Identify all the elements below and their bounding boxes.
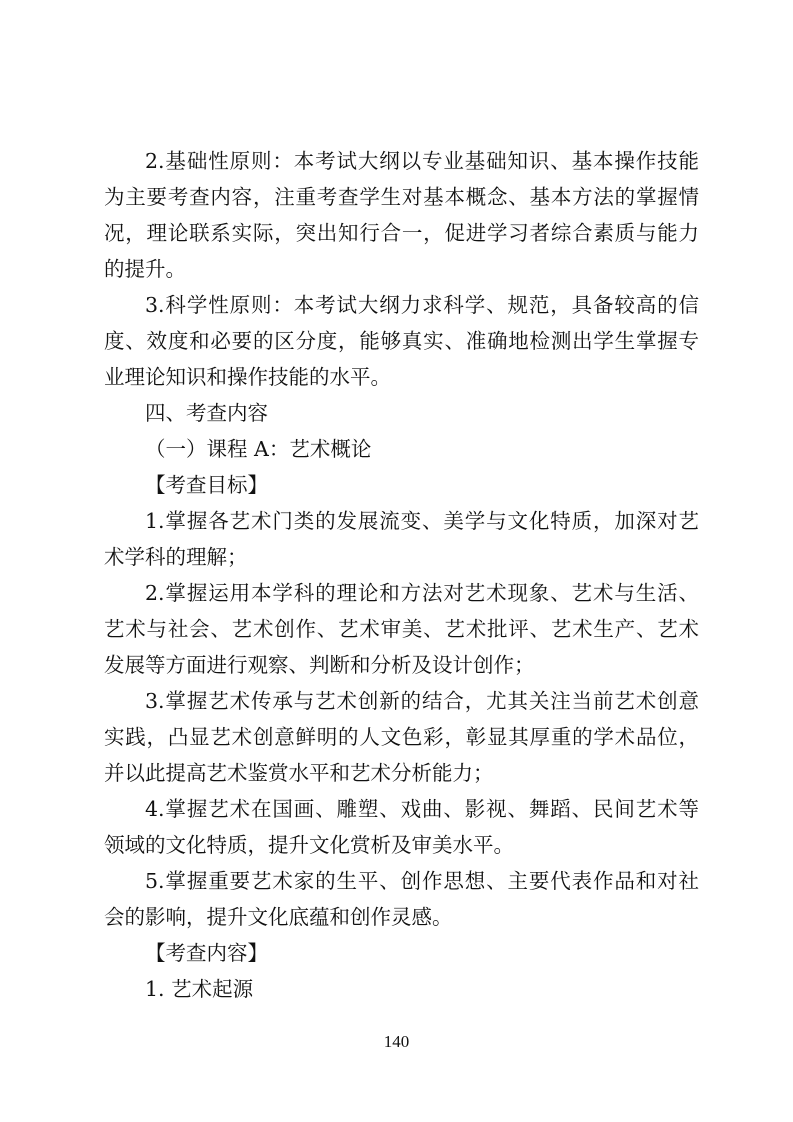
content-heading: 【考查内容】 <box>145 941 268 965</box>
text-line: 1.掌握各艺术门类的发展流变、美学与文化特质，加深对艺 <box>145 509 699 533</box>
course-heading: （一）课程 A：艺术概论 <box>145 437 372 461</box>
page-body <box>104 143 699 1007</box>
paragraph-basic-principle <box>104 143 699 287</box>
text-line: 实践，凸显艺术创意鲜明的人文色彩，彰显其厚重的学术品位， <box>104 725 699 749</box>
objective-item <box>104 863 699 935</box>
objective-item <box>104 503 699 575</box>
text-line: 的提升。 <box>104 257 186 281</box>
text-line: 艺术与社会、艺术创作、艺术审美、艺术批评、艺术生产、艺术 <box>104 617 699 641</box>
text-line: 2.基础性原则：本考试大纲以专业基础知识、基本操作技能 <box>145 149 699 173</box>
page-number: 140 <box>383 1032 410 1051</box>
text-line: 5.掌握重要艺术家的生平、创作思想、主要代表作品和对社 <box>145 869 699 893</box>
objective-item <box>104 683 699 791</box>
paragraph-scientific-principle <box>104 287 699 395</box>
text-line: 度、效度和必要的区分度，能够真实、准确地检测出学生掌握专 <box>104 329 699 353</box>
text-line: 发展等方面进行观察、判断和分析及设计创作； <box>104 653 535 677</box>
text-line: 领域的文化特质，提升文化赏析及审美水平。 <box>104 833 514 857</box>
objective-item <box>104 791 699 863</box>
text-line: 况，理论联系实际，突出知行合一，促进学习者综合素质与能力 <box>104 221 699 245</box>
text-line: 3.科学性原则：本考试大纲力求科学、规范，具备较高的信 <box>145 293 699 317</box>
text-line: 2.掌握运用本学科的理论和方法对艺术现象、艺术与生活、 <box>145 581 699 605</box>
topic-item: 1. 艺术起源 <box>145 977 254 1001</box>
text-line: 会的影响，提升文化底蕴和创作灵感。 <box>104 905 453 929</box>
text-line: 术学科的理解； <box>104 545 248 569</box>
objective-item <box>104 575 699 683</box>
text-line: 业理论知识和操作技能的水平。 <box>104 365 391 389</box>
text-line: 并以此提高艺术鉴赏水平和艺术分析能力； <box>104 761 494 785</box>
section-heading: 四、考查内容 <box>145 401 268 425</box>
text-line: 4.掌握艺术在国画、雕塑、戏曲、影视、舞蹈、民间艺术等 <box>145 797 699 821</box>
objectives-heading: 【考查目标】 <box>145 473 268 497</box>
text-line: 3.掌握艺术传承与艺术创新的结合，尤其关注当前艺术创意 <box>145 689 699 713</box>
text-line: 为主要考查内容，注重考查学生对基本概念、基本方法的掌握情 <box>104 185 699 209</box>
